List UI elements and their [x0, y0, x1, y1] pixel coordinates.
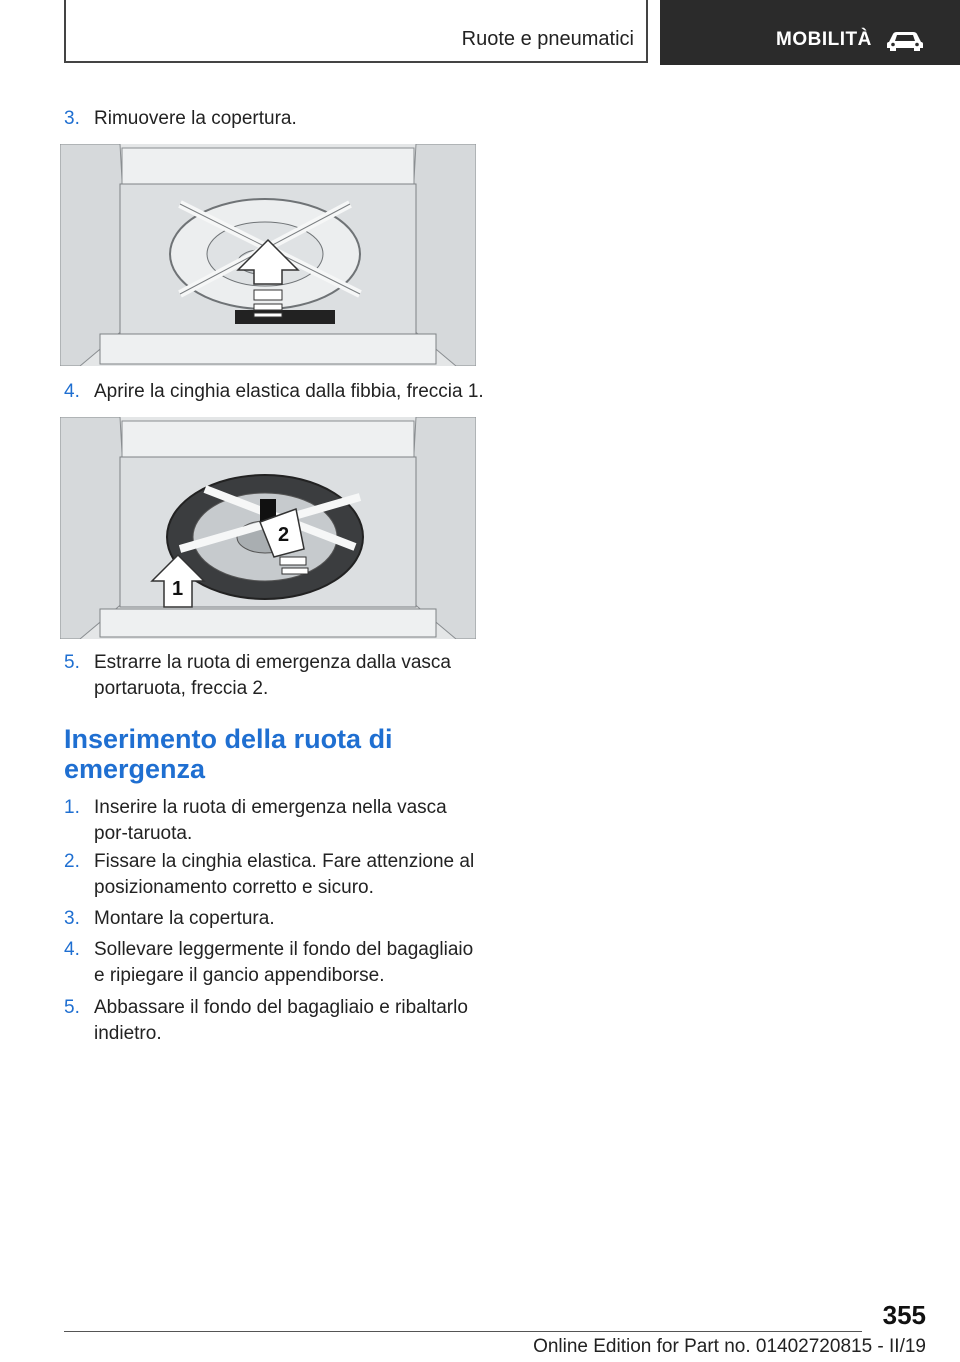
list-item [64, 379, 484, 405]
step-text: Estrarre la ruota di emergenza dalla vasca portaruota, freccia 2. [94, 652, 451, 699]
arrow-1-label: 1 [172, 578, 184, 600]
arrow-2-label: 2 [278, 524, 290, 546]
trunk-illustration [60, 144, 476, 366]
edition-note: Online Edition for Part no. 01402720815 - II/19 [533, 1336, 926, 1357]
header-section-box [64, 0, 648, 63]
list-item [64, 795, 484, 847]
car-icon [885, 27, 925, 51]
step-number: 2. [64, 851, 80, 872]
step-number: 4. [64, 939, 80, 960]
step-number: 5. [64, 652, 80, 673]
step-number: 4. [64, 381, 80, 402]
list-item [64, 906, 484, 932]
header-chapter-box [660, 0, 960, 65]
step-number: 1. [64, 797, 80, 818]
figure-trunk-cover-removed [60, 144, 476, 366]
section-title: Inserimento della ruota di emergenza [64, 724, 393, 784]
list-item [64, 106, 484, 132]
page-number: 355 [882, 1300, 926, 1330]
step-number: 5. [64, 997, 80, 1018]
footer-divider [64, 1331, 862, 1332]
step-text: Montare la copertura. [94, 908, 275, 929]
list-item [64, 995, 484, 1047]
step-number: 3. [64, 108, 80, 129]
spare-wheel-illustration [60, 417, 476, 639]
figure-trunk-spare-wheel [60, 417, 476, 639]
page-header [0, 0, 960, 66]
step-text: Inserire la ruota di emergenza nella vasca por‐taruota. [94, 797, 447, 844]
step-number: 3. [64, 908, 80, 929]
list-item [64, 937, 484, 989]
step-text: Abbassare il fondo del bagagliaio e ribaltarlo indietro. [94, 997, 468, 1044]
step-text: Aprire la cinghia elastica dalla fibbia, freccia 1. [94, 381, 484, 402]
step-text: Rimuovere la copertura. [94, 108, 297, 129]
step-text: Fissare la cinghia elastica. Fare attenzione al posizionamento corretto e sicuro. [94, 851, 475, 898]
list-item [64, 650, 484, 702]
list-item [64, 849, 484, 901]
step-text: Sollevare leggermente il fondo del bagagliaio e ripiegare il gancio appendiborse. [94, 939, 474, 986]
header-section-title: Ruote e pneumatici [461, 28, 634, 50]
header-chapter-title: MOBILITÀ [776, 29, 872, 50]
